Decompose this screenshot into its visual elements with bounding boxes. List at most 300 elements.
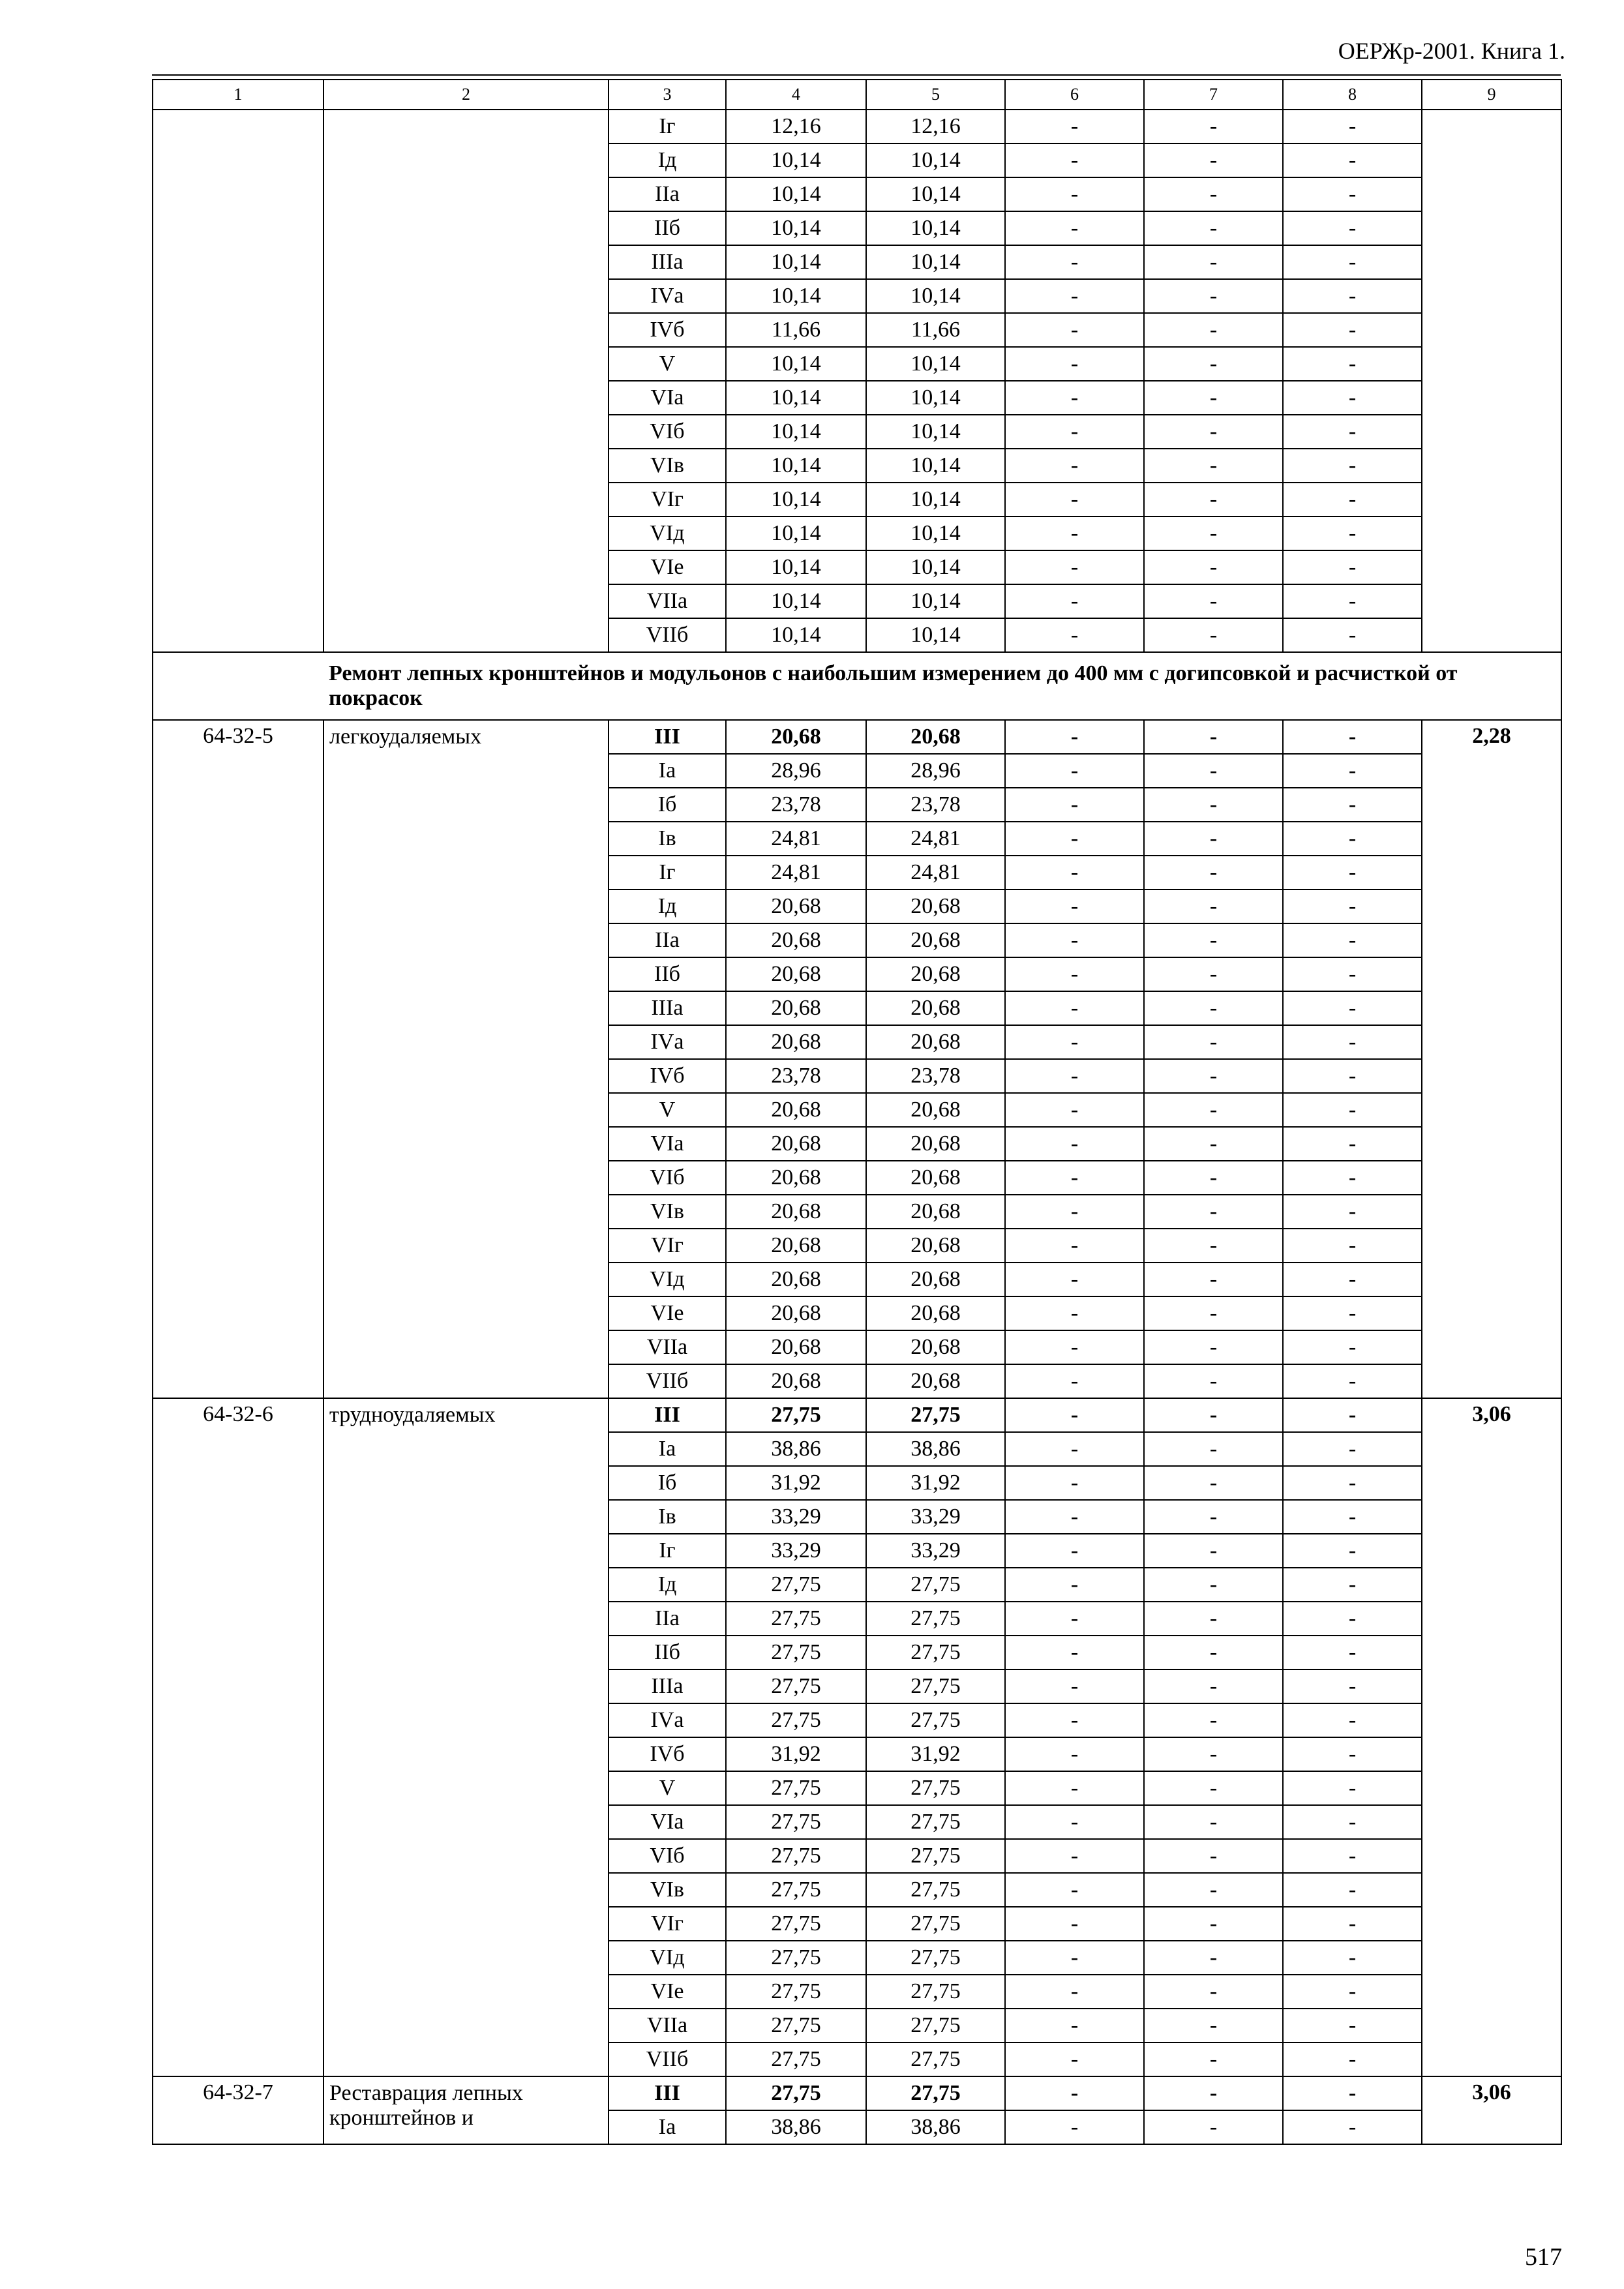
table-row	[153, 1398, 1561, 1432]
value-cell-col4: 20,68	[726, 1161, 866, 1195]
value-cell-col6: -	[1005, 856, 1144, 890]
value-cell-col8: -	[1283, 1161, 1422, 1195]
value-cell-col5: 10,14	[866, 483, 1005, 516]
zone-cell: Iг	[609, 856, 726, 890]
value-cell-col8: -	[1283, 1059, 1422, 1093]
value-cell-col8: -	[1283, 890, 1422, 923]
value-cell-col6: -	[1005, 957, 1144, 991]
zone-cell: IIб	[609, 1636, 726, 1669]
value-cell-col7: -	[1144, 1059, 1283, 1093]
value-cell-col5: 27,75	[866, 1839, 1005, 1873]
zone-cell: VIа	[609, 381, 726, 415]
value-cell-col4: 27,75	[726, 1398, 866, 1432]
item-name: трудноудаляемых	[323, 1398, 609, 2076]
value-cell-col8: -	[1283, 1025, 1422, 1059]
value-cell-col5: 10,14	[866, 347, 1005, 381]
zone-cell: VIа	[609, 1805, 726, 1839]
zone-cell: VIIб	[609, 618, 726, 652]
value-cell-col5: 27,75	[866, 1568, 1005, 1602]
value-cell-col5: 11,66	[866, 313, 1005, 347]
value-cell-col7: -	[1144, 822, 1283, 856]
value-cell-col4: 27,75	[726, 1805, 866, 1839]
zone-cell: Iб	[609, 788, 726, 822]
value-cell-col8: -	[1283, 1263, 1422, 1296]
value-cell-col7: -	[1144, 1432, 1283, 1466]
value-cell-col8: -	[1283, 1195, 1422, 1229]
column-number: 8	[1283, 80, 1422, 110]
value-cell-col5: 10,14	[866, 584, 1005, 618]
value-cell-col6: -	[1005, 1636, 1144, 1669]
value-cell-col5: 20,68	[866, 720, 1005, 754]
value-cell-col6: -	[1005, 890, 1144, 923]
value-cell-col4: 27,75	[726, 1975, 866, 2009]
zone-cell: VIв	[609, 1873, 726, 1907]
value-cell-col8: -	[1283, 1432, 1422, 1466]
value-cell-col8: -	[1283, 1907, 1422, 1941]
zone-cell: IVб	[609, 1059, 726, 1093]
value-cell-col6: -	[1005, 1364, 1144, 1398]
value-cell-col6: -	[1005, 143, 1144, 177]
column-number: 1	[153, 80, 323, 110]
value-cell-col8: -	[1283, 1737, 1422, 1771]
zone-cell: VIг	[609, 1229, 726, 1263]
item-code: 64-32-6	[153, 1398, 323, 2076]
column-number: 9	[1422, 80, 1561, 110]
value-cell-col6: -	[1005, 1534, 1144, 1568]
value-cell-col8: -	[1283, 1703, 1422, 1737]
value-cell-col7: -	[1144, 1873, 1283, 1907]
zone-cell: VIд	[609, 516, 726, 550]
value-cell-col6: -	[1005, 1771, 1144, 1805]
table-row	[153, 110, 1561, 143]
value-cell-col4: 10,14	[726, 516, 866, 550]
value-cell-col7: -	[1144, 618, 1283, 652]
zone-cell: VIб	[609, 415, 726, 449]
value-cell-col8: -	[1283, 143, 1422, 177]
value-cell-col5: 20,68	[866, 1025, 1005, 1059]
value-cell-col4: 31,92	[726, 1737, 866, 1771]
value-cell-col7: -	[1144, 415, 1283, 449]
value-cell-col8: -	[1283, 347, 1422, 381]
value-cell-col4: 10,14	[726, 584, 866, 618]
value-cell-col7: -	[1144, 2110, 1283, 2144]
value-cell-col6: -	[1005, 1669, 1144, 1703]
value-cell-col6: -	[1005, 991, 1144, 1025]
value-cell-col7: -	[1144, 245, 1283, 279]
value-cell-col6: -	[1005, 177, 1144, 211]
value-cell-col6: -	[1005, 1602, 1144, 1636]
value-cell-col7: -	[1144, 1398, 1283, 1432]
value-cell-col7: -	[1144, 1703, 1283, 1737]
value-cell-col5: 27,75	[866, 1703, 1005, 1737]
value-cell-col8: -	[1283, 2009, 1422, 2042]
value-cell-col8: -	[1283, 1873, 1422, 1907]
value-cell-col6: -	[1005, 2110, 1144, 2144]
value-cell-col7: -	[1144, 2009, 1283, 2042]
zone-cell: IVб	[609, 313, 726, 347]
value-cell-col8: -	[1283, 754, 1422, 788]
value-cell-col8: -	[1283, 1771, 1422, 1805]
value-cell-col5: 38,86	[866, 1432, 1005, 1466]
value-cell-col5: 24,81	[866, 822, 1005, 856]
value-cell-col5: 20,68	[866, 1263, 1005, 1296]
item-extra-value: 3,06	[1422, 2076, 1561, 2144]
value-cell-col8: -	[1283, 550, 1422, 584]
value-cell-col4: 28,96	[726, 754, 866, 788]
value-cell-col8: -	[1283, 245, 1422, 279]
zone-cell: V	[609, 347, 726, 381]
value-cell-col4: 20,68	[726, 1296, 866, 1330]
code-cell	[153, 110, 323, 652]
value-cell-col6: -	[1005, 415, 1144, 449]
value-cell-col4: 20,68	[726, 1364, 866, 1398]
value-cell-col8: -	[1283, 584, 1422, 618]
value-cell-col8: -	[1283, 1127, 1422, 1161]
value-cell-col6: -	[1005, 1568, 1144, 1602]
zone-cell: IIIа	[609, 245, 726, 279]
value-cell-col7: -	[1144, 991, 1283, 1025]
value-cell-col4: 20,68	[726, 1229, 866, 1263]
value-cell-col5: 20,68	[866, 957, 1005, 991]
value-cell-col6: -	[1005, 1398, 1144, 1432]
value-cell-col4: 27,75	[726, 2076, 866, 2110]
value-cell-col6: -	[1005, 483, 1144, 516]
value-cell-col5: 20,68	[866, 1195, 1005, 1229]
value-cell-col8: -	[1283, 856, 1422, 890]
value-cell-col6: -	[1005, 1466, 1144, 1500]
value-cell-col8: -	[1283, 516, 1422, 550]
value-cell-col5: 10,14	[866, 550, 1005, 584]
value-cell-col8: -	[1283, 822, 1422, 856]
value-cell-col6: -	[1005, 1500, 1144, 1534]
value-cell-col8: -	[1283, 449, 1422, 483]
zone-cell: IIб	[609, 211, 726, 245]
value-cell-col4: 24,81	[726, 822, 866, 856]
value-cell-col6: -	[1005, 584, 1144, 618]
value-cell-col8: -	[1283, 2042, 1422, 2076]
value-cell-col6: -	[1005, 279, 1144, 313]
value-cell-col6: -	[1005, 2042, 1144, 2076]
value-cell-col7: -	[1144, 923, 1283, 957]
value-cell-col4: 10,14	[726, 449, 866, 483]
value-cell-col7: -	[1144, 550, 1283, 584]
section-row	[153, 652, 1561, 720]
value-cell-col6: -	[1005, 1093, 1144, 1127]
value-cell-col5: 20,68	[866, 890, 1005, 923]
value-cell-col4: 10,14	[726, 415, 866, 449]
value-cell-col5: 27,75	[866, 2009, 1005, 2042]
value-cell-col6: -	[1005, 2076, 1144, 2110]
value-cell-col5: 10,14	[866, 415, 1005, 449]
value-cell-col5: 10,14	[866, 177, 1005, 211]
value-cell-col7: -	[1144, 143, 1283, 177]
value-cell-col6: -	[1005, 449, 1144, 483]
value-cell-col4: 10,14	[726, 279, 866, 313]
value-cell-col7: -	[1144, 110, 1283, 143]
value-cell-col4: 27,75	[726, 1568, 866, 1602]
value-cell-col8: -	[1283, 1636, 1422, 1669]
value-cell-col5: 10,14	[866, 449, 1005, 483]
zone-cell: IIIа	[609, 991, 726, 1025]
value-cell-col4: 23,78	[726, 788, 866, 822]
value-cell-col6: -	[1005, 1737, 1144, 1771]
item-code: 64-32-5	[153, 720, 323, 1398]
column-number: 7	[1144, 80, 1283, 110]
value-cell-col7: -	[1144, 1568, 1283, 1602]
value-cell-col4: 31,92	[726, 1466, 866, 1500]
value-cell-col4: 20,68	[726, 890, 866, 923]
column-number-row	[153, 80, 1561, 110]
page-number: 517	[1525, 2243, 1562, 2271]
value-cell-col8: -	[1283, 313, 1422, 347]
value-cell-col4: 20,68	[726, 1093, 866, 1127]
table-row	[153, 720, 1561, 754]
value-cell-col8: -	[1283, 1364, 1422, 1398]
zone-cell: IIа	[609, 923, 726, 957]
zone-cell: Iв	[609, 1500, 726, 1534]
value-cell-col5: 24,81	[866, 856, 1005, 890]
value-cell-col4: 27,75	[726, 1771, 866, 1805]
value-cell-col5: 27,75	[866, 1873, 1005, 1907]
value-cell-col7: -	[1144, 1330, 1283, 1364]
value-cell-col5: 20,68	[866, 991, 1005, 1025]
value-cell-col5: 20,68	[866, 1330, 1005, 1364]
column-number: 3	[609, 80, 726, 110]
value-cell-col4: 10,14	[726, 177, 866, 211]
value-cell-col6: -	[1005, 347, 1144, 381]
zone-cell: Iа	[609, 754, 726, 788]
zone-cell: III	[609, 2076, 726, 2110]
value-cell-col8: -	[1283, 957, 1422, 991]
section-spacer	[153, 652, 323, 720]
value-cell-col6: -	[1005, 1703, 1144, 1737]
value-cell-col4: 27,75	[726, 2042, 866, 2076]
value-cell-col7: -	[1144, 1364, 1283, 1398]
zone-cell: IVб	[609, 1737, 726, 1771]
value-cell-col4: 27,75	[726, 1669, 866, 1703]
zone-cell: IIIа	[609, 1669, 726, 1703]
value-cell-col7: -	[1144, 1771, 1283, 1805]
value-cell-col4: 20,68	[726, 991, 866, 1025]
zone-cell: Iв	[609, 822, 726, 856]
value-cell-col5: 27,75	[866, 1636, 1005, 1669]
zone-cell: VIIа	[609, 2009, 726, 2042]
value-cell-col4: 10,14	[726, 483, 866, 516]
value-cell-col7: -	[1144, 2042, 1283, 2076]
value-cell-col7: -	[1144, 957, 1283, 991]
value-cell-col6: -	[1005, 1975, 1144, 2009]
value-cell-col4: 27,75	[726, 1907, 866, 1941]
value-cell-col7: -	[1144, 754, 1283, 788]
value-cell-col5: 27,75	[866, 1907, 1005, 1941]
value-cell-col4: 20,68	[726, 720, 866, 754]
value-cell-col5: 31,92	[866, 1737, 1005, 1771]
value-cell-col4: 10,14	[726, 550, 866, 584]
value-cell-col8: -	[1283, 991, 1422, 1025]
value-cell-col4: 23,78	[726, 1059, 866, 1093]
value-cell-col7: -	[1144, 347, 1283, 381]
zone-cell: IIа	[609, 1602, 726, 1636]
value-cell-col5: 27,75	[866, 1805, 1005, 1839]
value-cell-col7: -	[1144, 177, 1283, 211]
value-cell-col4: 27,75	[726, 1873, 866, 1907]
value-cell-col7: -	[1144, 1466, 1283, 1500]
value-cell-col7: -	[1144, 1602, 1283, 1636]
value-cell-col8: -	[1283, 2076, 1422, 2110]
value-cell-col4: 11,66	[726, 313, 866, 347]
value-cell-col6: -	[1005, 923, 1144, 957]
column-number: 4	[726, 80, 866, 110]
value-cell-col5: 38,86	[866, 2110, 1005, 2144]
value-cell-col4: 20,68	[726, 1330, 866, 1364]
value-cell-col5: 20,68	[866, 1364, 1005, 1398]
zone-cell: Iг	[609, 1534, 726, 1568]
value-cell-col8: -	[1283, 720, 1422, 754]
value-cell-col6: -	[1005, 1839, 1144, 1873]
value-cell-col7: -	[1144, 1737, 1283, 1771]
value-cell-col6: -	[1005, 110, 1144, 143]
column-number: 2	[323, 80, 609, 110]
value-cell-col5: 10,14	[866, 381, 1005, 415]
name-cell	[323, 110, 609, 652]
value-cell-col6: -	[1005, 245, 1144, 279]
extra-cell	[1422, 110, 1561, 652]
value-cell-col6: -	[1005, 618, 1144, 652]
value-cell-col7: -	[1144, 720, 1283, 754]
value-cell-col4: 27,75	[726, 1636, 866, 1669]
zone-cell: Iг	[609, 110, 726, 143]
item-extra-value: 3,06	[1422, 1398, 1561, 2076]
zone-cell: VIб	[609, 1161, 726, 1195]
value-cell-col6: -	[1005, 1195, 1144, 1229]
zone-cell: VIе	[609, 1296, 726, 1330]
value-cell-col5: 20,68	[866, 1161, 1005, 1195]
value-cell-col8: -	[1283, 1229, 1422, 1263]
value-cell-col6: -	[1005, 211, 1144, 245]
value-cell-col8: -	[1283, 2110, 1422, 2144]
value-cell-col6: -	[1005, 822, 1144, 856]
value-cell-col8: -	[1283, 1975, 1422, 2009]
value-cell-col6: -	[1005, 381, 1144, 415]
value-cell-col6: -	[1005, 1296, 1144, 1330]
value-cell-col5: 10,14	[866, 211, 1005, 245]
value-cell-col6: -	[1005, 1941, 1144, 1975]
value-cell-col4: 20,68	[726, 1263, 866, 1296]
zone-cell: VIд	[609, 1941, 726, 1975]
column-number: 5	[866, 80, 1005, 110]
value-cell-col6: -	[1005, 1805, 1144, 1839]
zone-cell: IIа	[609, 177, 726, 211]
value-cell-col8: -	[1283, 1330, 1422, 1364]
value-cell-col6: -	[1005, 1873, 1144, 1907]
value-cell-col7: -	[1144, 449, 1283, 483]
value-cell-col8: -	[1283, 1093, 1422, 1127]
zone-cell: IVа	[609, 1025, 726, 1059]
value-cell-col5: 10,14	[866, 143, 1005, 177]
value-cell-col8: -	[1283, 923, 1422, 957]
value-cell-col7: -	[1144, 1636, 1283, 1669]
section-title: Ремонт лепных кронштейнов и модульонов с наибольшим измерением до 400 мм с догипсовкой и расчисткой от покрасок	[323, 652, 1561, 720]
running-header: ОЕРЖр-2001. Книга 1.	[1338, 38, 1565, 64]
value-cell-col6: -	[1005, 1907, 1144, 1941]
value-cell-col7: -	[1144, 856, 1283, 890]
value-cell-col5: 27,75	[866, 1941, 1005, 1975]
zone-cell: VIе	[609, 1975, 726, 2009]
value-cell-col6: -	[1005, 2009, 1144, 2042]
value-cell-col8: -	[1283, 1602, 1422, 1636]
zone-cell: III	[609, 720, 726, 754]
value-cell-col8: -	[1283, 177, 1422, 211]
value-cell-col7: -	[1144, 584, 1283, 618]
value-cell-col7: -	[1144, 1839, 1283, 1873]
value-cell-col7: -	[1144, 1296, 1283, 1330]
value-cell-col7: -	[1144, 2076, 1283, 2110]
zone-cell: VIг	[609, 1907, 726, 1941]
value-cell-col5: 33,29	[866, 1534, 1005, 1568]
zone-cell: V	[609, 1093, 726, 1127]
value-cell-col4: 27,75	[726, 1839, 866, 1873]
value-cell-col7: -	[1144, 1093, 1283, 1127]
value-cell-col5: 12,16	[866, 110, 1005, 143]
value-cell-col5: 27,75	[866, 2076, 1005, 2110]
value-cell-col7: -	[1144, 1161, 1283, 1195]
value-cell-col7: -	[1144, 483, 1283, 516]
value-cell-col4: 33,29	[726, 1500, 866, 1534]
value-cell-col4: 38,86	[726, 2110, 866, 2144]
value-cell-col4: 10,14	[726, 618, 866, 652]
value-cell-col6: -	[1005, 788, 1144, 822]
value-cell-col7: -	[1144, 313, 1283, 347]
value-cell-col8: -	[1283, 1500, 1422, 1534]
value-cell-col7: -	[1144, 788, 1283, 822]
value-cell-col4: 33,29	[726, 1534, 866, 1568]
value-cell-col5: 20,68	[866, 1296, 1005, 1330]
value-cell-col7: -	[1144, 1500, 1283, 1534]
value-cell-col7: -	[1144, 1229, 1283, 1263]
value-cell-col5: 10,14	[866, 245, 1005, 279]
table-body	[153, 80, 1561, 2144]
value-cell-col7: -	[1144, 516, 1283, 550]
value-cell-col5: 27,75	[866, 1602, 1005, 1636]
value-cell-col7: -	[1144, 1025, 1283, 1059]
value-cell-col7: -	[1144, 1195, 1283, 1229]
value-cell-col8: -	[1283, 1296, 1422, 1330]
value-cell-col7: -	[1144, 1941, 1283, 1975]
value-cell-col5: 27,75	[866, 2042, 1005, 2076]
value-cell-col6: -	[1005, 1229, 1144, 1263]
value-cell-col6: -	[1005, 516, 1144, 550]
value-cell-col7: -	[1144, 890, 1283, 923]
value-cell-col6: -	[1005, 754, 1144, 788]
zone-cell: VIд	[609, 1263, 726, 1296]
zone-cell: IVа	[609, 279, 726, 313]
value-cell-col4: 20,68	[726, 1127, 866, 1161]
value-cell-col5: 10,14	[866, 279, 1005, 313]
zone-cell: Iд	[609, 890, 726, 923]
zone-cell: IVа	[609, 1703, 726, 1737]
value-cell-col4: 27,75	[726, 1703, 866, 1737]
value-cell-col5: 23,78	[866, 1059, 1005, 1093]
zone-cell: VIб	[609, 1839, 726, 1873]
value-cell-col4: 10,14	[726, 211, 866, 245]
value-cell-col5: 33,29	[866, 1500, 1005, 1534]
value-cell-col8: -	[1283, 1941, 1422, 1975]
table-row	[153, 2076, 1561, 2110]
zone-cell: VIа	[609, 1127, 726, 1161]
value-cell-col8: -	[1283, 483, 1422, 516]
value-cell-col8: -	[1283, 1466, 1422, 1500]
item-name: легкоудаляемых	[323, 720, 609, 1398]
